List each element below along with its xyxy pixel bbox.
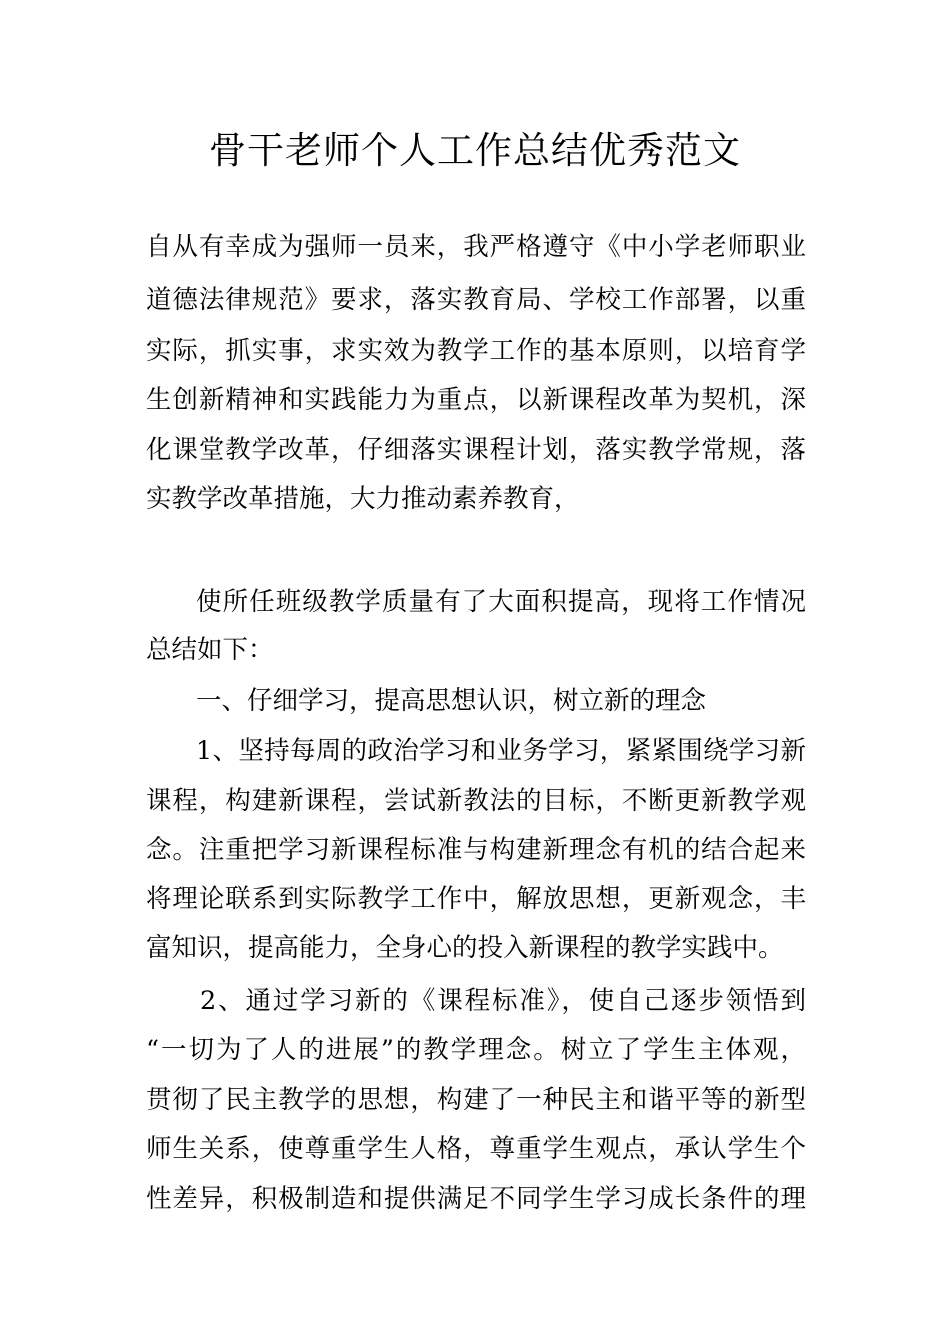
paragraph1-line-1: 自从有幸成为强师一员来，我严格遵守《中小学老师职业 bbox=[146, 232, 806, 262]
item1-line-1: 1、坚持每周的政治学习和业务学习，紧紧围绕学习新 bbox=[196, 736, 806, 766]
item1-line-3: 念。注重把学习新课程标准与构建新理念有机的结合起来 bbox=[146, 835, 806, 865]
paragraph1-line-3: 实际，抓实事，求实效为教学工作的基本原则，以培育学 bbox=[146, 336, 806, 366]
item2-line-4: 师生关系，使尊重学生人格，尊重学生观点，承认学生个 bbox=[146, 1134, 806, 1164]
paragraph2-line-2: 总结如下： bbox=[146, 635, 274, 665]
paragraph1-line-6: 实教学改革措施，大力推动素养教育， bbox=[146, 484, 580, 514]
paragraph1-line-2: 道德法律规范》要求，落实教育局、学校工作部署，以重 bbox=[146, 285, 806, 315]
item1-line-5: 富知识，提高能力，全身心的投入新课程的教学实践中。 bbox=[146, 933, 784, 963]
paragraph1-line-5: 化课堂教学改革，仔细落实课程计划，落实教学常规，落 bbox=[146, 435, 806, 465]
item2-line-3: 贯彻了民主教学的思想，构建了一种民主和谐平等的新型 bbox=[146, 1085, 806, 1115]
document-title: 骨干老师个人工作总结优秀范文 bbox=[209, 129, 741, 172]
paragraph1-line-4: 生创新精神和实践能力为重点，以新课程改革为契机，深 bbox=[146, 385, 806, 415]
section-heading-1: 一、仔细学习，提高思想认识，树立新的理念 bbox=[196, 686, 707, 716]
item1-line-4: 将理论联系到实际教学工作中，解放思想，更新观念，丰 bbox=[146, 884, 806, 914]
item1-line-2: 课程，构建新课程，尝试新教法的目标，不断更新教学观 bbox=[146, 786, 806, 816]
item2-line-1: 2、通过学习新的《课程标准》，使自己逐步领悟到 bbox=[200, 986, 806, 1016]
paragraph2-line-1: 使所任班级教学质量有了大面积提高，现将工作情况 bbox=[196, 587, 806, 617]
item2-line-5: 性差异，积极制造和提供满足不同学生学习成长条件的理 bbox=[146, 1184, 806, 1214]
item2-line-2: “一切为了人的进展”的教学理念。树立了学生主体观， bbox=[146, 1035, 806, 1065]
